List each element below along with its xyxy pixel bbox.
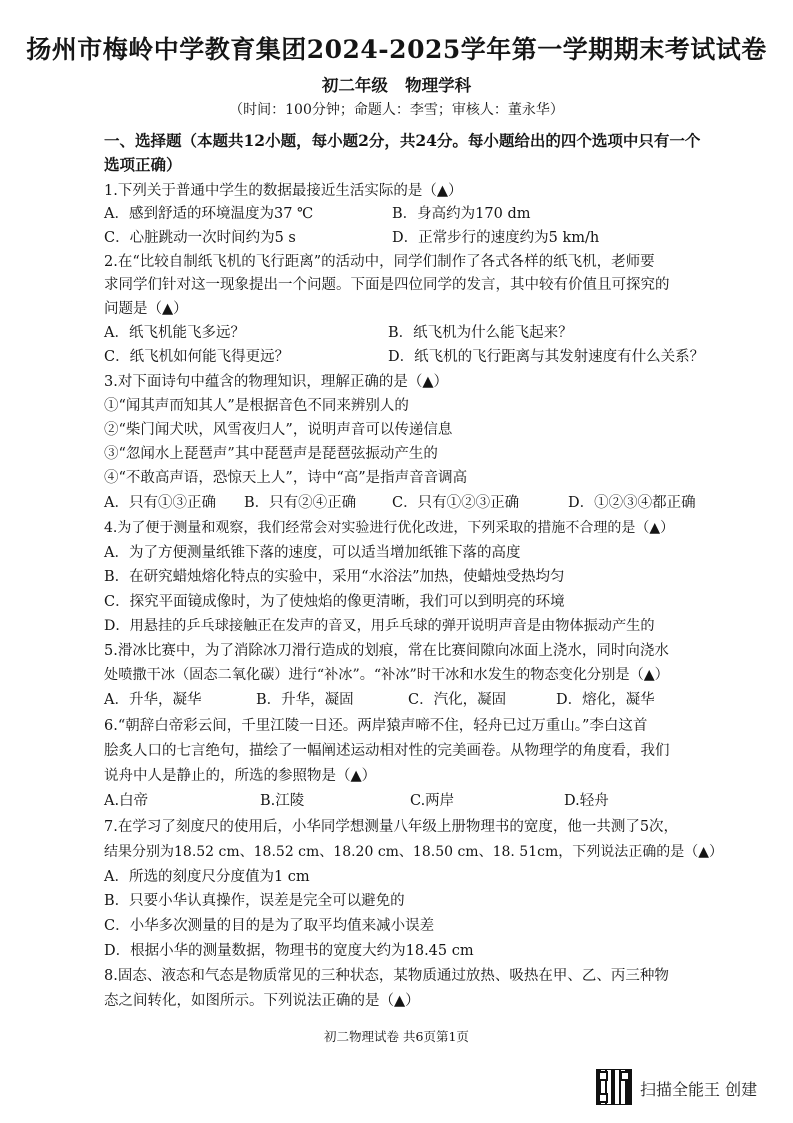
question-2-cont: 问题是（▲） [104,301,188,317]
question-6-cont: 脍炙人口的七言绝句，描绘了一幅阐述运动相对性的完美画卷。从物理学的角度看，我们 [104,743,670,759]
question-2-cont: 求同学们针对这一现象提出一个问题。下面是四位同学的发言，其中较有价值且可探究的 [104,277,670,293]
q3-statement: ②“柴门闻犬吠，风雪夜归人”，说明声音可以传递信息 [104,422,453,438]
question-6: 6.“朝辞白帝彩云间，千里江陵一日还。两岸猿声啼不住，轻舟已过万重山。”李白这首 [104,718,648,734]
q2-option-a: A．纸飞机能飞多远？ [104,325,245,341]
q7-option-b: B．只要小华认真操作，误差是完全可以避免的 [104,893,405,909]
page-footer: 初二物理试卷 共6页第1页 [324,1029,469,1044]
question-7: 7.在学习了刻度尺的使用后，小华同学想测量八年级上册物理书的宽度，他一共测了5次， [104,819,679,835]
q7-option-a: A．所选的刻度尺分度值为1 cm [104,869,310,885]
exam-title: 扬州市梅岭中学教育集团2024-2025学年第一学期期末考试试卷 [26,35,767,64]
qr-code-icon [596,1069,632,1105]
question-6-cont: 说舟中人是静止的，所选的参照物是（▲） [104,768,377,784]
question-5-cont: 处喷撒干冰（固态二氧化碳）进行“补冰”。“补冰”时干冰和水发生的物态变化分别是（▲） [104,667,669,683]
q6-option-b: B.江陵 [260,793,305,809]
question-1: 1.下列关于普通中学生的数据最接近生活实际的是（▲） [104,183,463,199]
q6-option-c: C.两岸 [410,793,455,809]
q4-option-b: B．在研究蜡烛熔化特点的实验中，采用“水浴法”加热，使蜡烛受热均匀 [104,569,565,585]
q7-option-d: D．根据小华的测量数据，物理书的宽度大约为18.45 cm [104,943,474,959]
q3-option-d: D．①②③④都正确 [568,495,696,511]
q4-option-a: A．为了方便测量纸锥下落的速度，可以适当增加纸锥下落的高度 [104,545,521,561]
exam-meta: （时间：100分钟；命题人：李雪；审核人：董永华） [229,102,564,118]
scanner-watermark [596,1069,786,1107]
section-heading: 一、选择题（本题共12小题，每小题2分，共24分。每小题给出的四个选项中只有一个 [104,131,701,150]
q6-option-a: A.白帝 [104,793,149,809]
q4-option-d: D．用悬挂的乒乓球接触正在发声的音叉，用乒乓球的弹开说明声音是由物体振动产生的 [104,618,655,634]
section-heading-cont: 选项正确） [104,155,182,174]
question-5: 5.滑冰比赛中，为了消除冰刀滑行造成的划痕，常在比赛间隙向冰面上浇水，同时向浇水 [104,643,669,659]
q1-option-b: B．身高约为170 dm [392,206,531,222]
q6-option-d: D.轻舟 [564,793,609,809]
q3-option-b: B．只有②④正确 [244,495,357,511]
q5-option-d: D．熔化，凝华 [556,692,655,708]
question-7-cont: 结果分别为18.52 cm、18.52 cm、18.20 cm、18.50 cm、18. 51cm，下列说法正确的是（▲） [104,844,723,860]
question-8: 8.固态、液态和气态是物质常见的三种状态，某物质通过放热、吸热在甲、乙、丙三种物 [104,968,669,984]
q2-option-c: C．纸飞机如何能飞得更远？ [104,349,290,365]
q5-option-a: A．升华，凝华 [104,692,202,708]
exam-subtitle: 初二年级 物理学科 [321,76,472,95]
q3-option-a: A．只有①③正确 [104,495,216,511]
q7-option-c: C．小华多次测量的目的是为了取平均值来减小误差 [104,918,435,934]
q3-statement: ④“不敢高声语，恐惊天上人”，诗中“高”是指声音音调高 [104,470,468,486]
q2-option-d: D．纸飞机的飞行距离与其发射速度有什么关系？ [388,349,705,365]
q1-option-c: C．心脏跳动一次时间约为5 s [104,230,296,246]
q5-option-c: C．汽化，凝固 [408,692,507,708]
q2-option-b: B．纸飞机为什么能飞起来？ [388,325,573,341]
q1-option-d: D．正常步行的速度约为5 km/h [392,230,600,246]
q3-option-c: C．只有①②③正确 [392,495,520,511]
question-3: 3.对下面诗句中蕴含的物理知识，理解正确的是（▲） [104,374,448,390]
q4-option-c: C．探究平面镜成像时，为了使烛焰的像更清晰，我们可以到明亮的环境 [104,594,565,610]
scanner-label: 扫描全能王 创建 [640,1080,758,1099]
q1-option-a: A．感到舒适的环境温度为37 ℃ [104,206,314,222]
q3-statement: ③“忽闻水上琵琶声”其中琵琶声是琵琶弦振动产生的 [104,446,438,462]
question-4: 4.为了便于测量和观察，我们经常会对实验进行优化改进，下列采取的措施不合理的是（▲） [104,520,675,536]
question-8-cont: 态之间转化，如图所示。下列说法正确的是（▲） [104,993,420,1009]
q5-option-b: B．升华，凝固 [256,692,354,708]
question-2: 2.在“比较自制纸飞机的飞行距离”的活动中，同学们制作了各式各样的纸飞机，老师要 [104,254,655,270]
q3-statement: ①“闻其声而知其人”是根据音色不同来辨别人的 [104,398,409,414]
